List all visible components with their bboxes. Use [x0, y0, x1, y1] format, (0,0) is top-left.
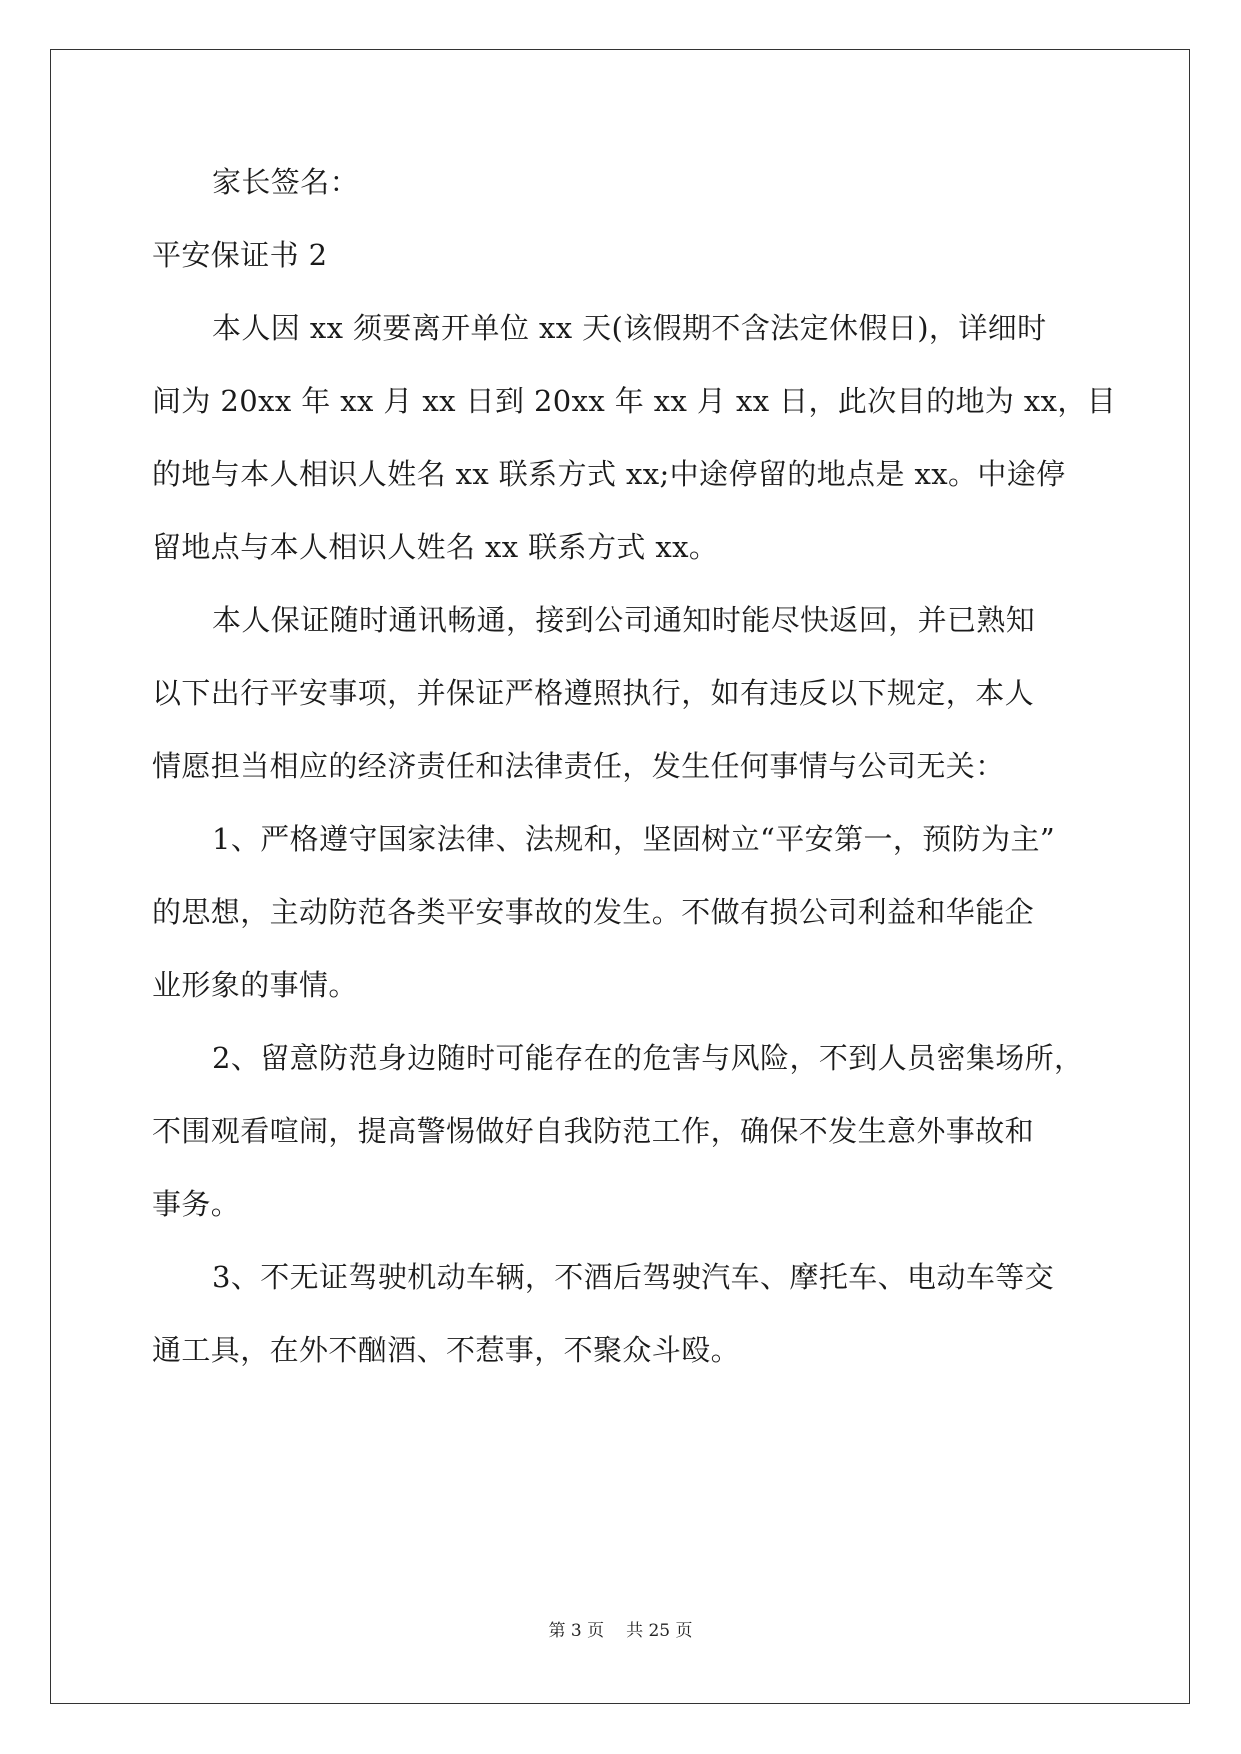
parent-signature-line: 家长签名： [212, 165, 360, 199]
paragraph-line: 留地点与本人相识人姓名 xx 联系方式 xx。 [152, 530, 719, 564]
page-number-current: 第 3 页 [548, 1621, 605, 1641]
paragraph-line: 情愿担当相应的经济责任和法律责任，发生任何事情与公司无关： [152, 749, 1005, 783]
page-border [50, 49, 1190, 1704]
paragraph-line: 的地与本人相识人姓名 xx 联系方式 xx;中途停留的地点是 xx。中途停 [152, 457, 1066, 491]
paragraph-line: 事务。 [152, 1187, 241, 1221]
paragraph-line: 间为 20xx 年 xx 月 xx 日到 20xx 年 xx 月 xx 日，此次目的地为 xx，目 [152, 384, 1117, 418]
paragraph-line: 3、不无证驾驶机动车辆，不酒后驾驶汽车、摩托车、电动车等交 [212, 1260, 1055, 1294]
paragraph-line: 的思想，主动防范各类平安事故的发生。不做有损公司利益和华能企 [152, 895, 1035, 929]
page-number-total: 共 25 页 [626, 1621, 693, 1641]
paragraph-line: 业形象的事情。 [152, 968, 358, 1002]
page-footer [0, 1620, 1241, 1642]
paragraph-line: 本人保证随时通讯畅通，接到公司通知时能尽快返回，并已熟知 [212, 603, 1036, 637]
paragraph-line: 以下出行平安事项，并保证严格遵照执行，如有违反以下规定，本人 [152, 676, 1035, 710]
paragraph-line: 本人因 xx 须要离开单位 xx 天(该假期不含法定休假日)，详细时 [212, 311, 1047, 345]
paragraph-line: 不围观看喧闹，提高警惕做好自我防范工作，确保不发生意外事故和 [152, 1114, 1035, 1148]
paragraph-line: 通工具，在外不酗酒、不惹事，不聚众斗殴。 [152, 1333, 741, 1367]
paragraph-line: 2、留意防范身边随时可能存在的危害与风险，不到人员密集场所， [212, 1041, 1084, 1075]
paragraph-line: 1、严格遵守国家法律、法规和，坚固树立“平安第一，预防为主” [212, 822, 1056, 856]
section-heading: 平安保证书 2 [152, 238, 328, 272]
